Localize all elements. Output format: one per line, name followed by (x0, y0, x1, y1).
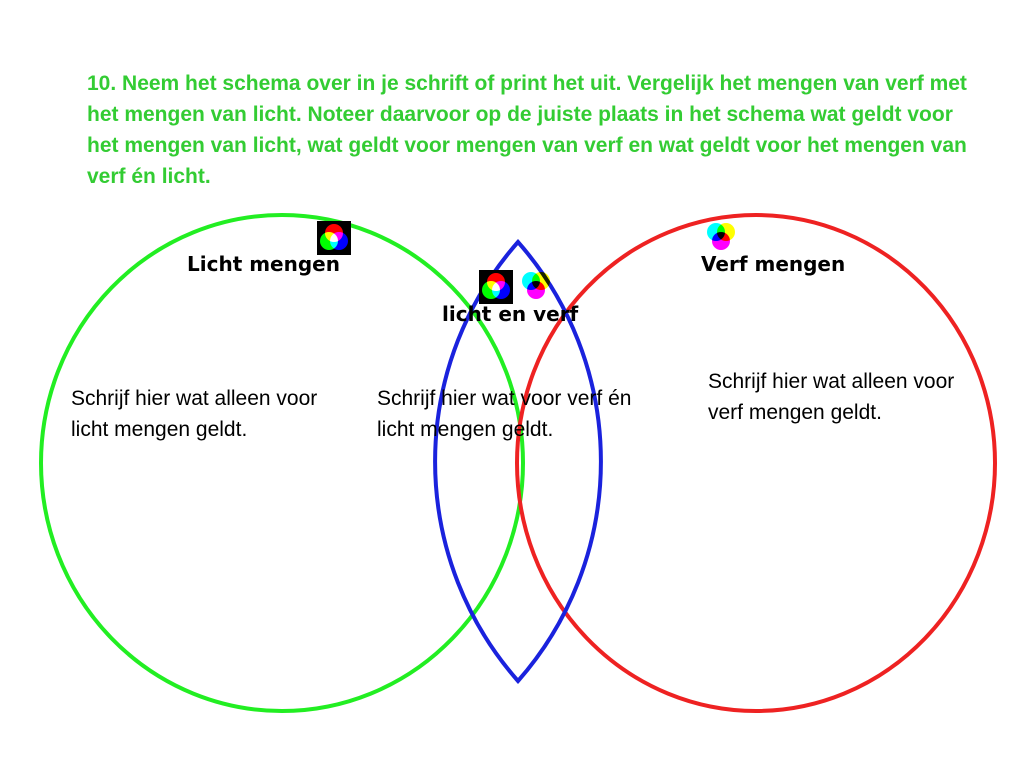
instruction-text: 10. Neem het schema over in je schrift of print het uit. Vergelijk het mengen van verf met het mengen van licht. Noteer daarvoor op de juiste plaats in het schema wat geldt voor het mengen van licht, wat geldt voor mengen van verf en wat geldt voor het mengen van verf én licht. (87, 72, 967, 188)
paint-mixing-circle (517, 215, 995, 711)
both-prompt: Schrijf hier wat voor verf én licht mengen geldt. (377, 387, 632, 441)
light-only-prompt: Schrijf hier wat alleen voor licht mengen geldt. (71, 387, 318, 441)
subtractive-cmy-mixing-icon (518, 269, 554, 305)
paint-only-prompt: Schrijf hier wat alleen voor verf mengen geldt. (708, 370, 955, 424)
overlap-header: licht en verf (442, 302, 579, 326)
light-mixing-circle (41, 215, 523, 711)
light-mixing-header: Licht mengen (187, 252, 340, 276)
additive-rgb-mixing-icon (479, 270, 513, 304)
subtractive-cmy-mixing-icon (703, 220, 739, 256)
paint-mixing-header: Verf mengen (701, 252, 846, 276)
additive-rgb-mixing-icon (317, 221, 351, 255)
